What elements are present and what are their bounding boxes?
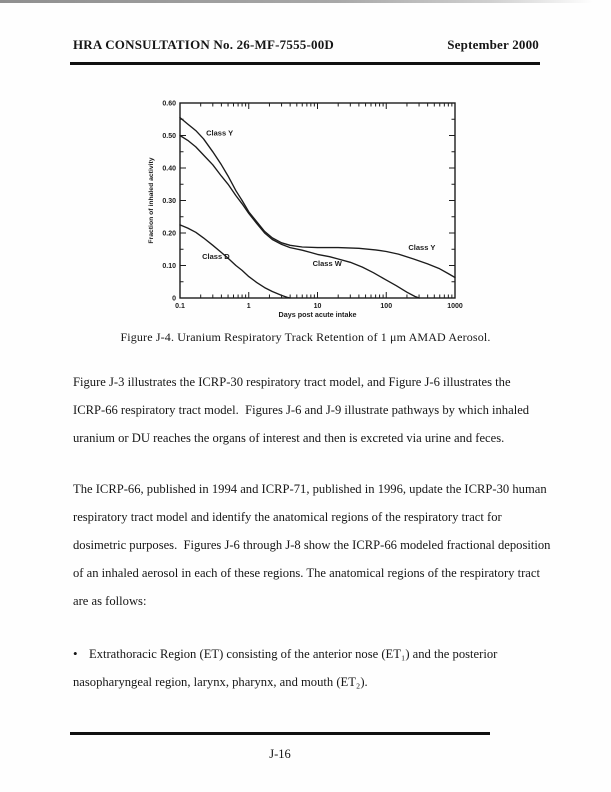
y-tick-label: 0.50 xyxy=(162,133,176,140)
text-line: dosimetric purposes. Figures J-6 through J-8 show the ICRP-66 modeled fractional deposition xyxy=(73,538,551,552)
curve-label: Class Y xyxy=(408,243,436,253)
text-line xyxy=(73,640,555,668)
scan-artifact-line xyxy=(0,0,611,3)
figure-j4 xyxy=(145,95,475,335)
text-line: are as follows: xyxy=(73,594,147,608)
header-report-number: HRA CONSULTATION No. 26-MF-7555-00D xyxy=(73,37,334,52)
header-rule xyxy=(70,62,540,65)
y-tick-label: 0.20 xyxy=(162,230,176,238)
text-line: The ICRP-66, published in 1994 and ICRP-71, published in 1996, update the ICRP-30 human xyxy=(73,482,547,496)
bullet-item xyxy=(73,640,555,696)
y-axis-title: Fraction of inhaled activity xyxy=(148,157,155,244)
x-tick-label: 1000 xyxy=(447,303,463,310)
curve-class-d xyxy=(180,225,290,298)
curve-label: Class Y xyxy=(206,128,234,138)
x-tick-label: 10 xyxy=(313,303,322,310)
paragraph-1 xyxy=(73,368,555,452)
retention-chart xyxy=(145,95,475,335)
page-footer xyxy=(70,744,490,764)
text-line: Figure J-3 illustrates the ICRP-30 respiratory tract model, and Figure J-6 illustrates the xyxy=(73,375,511,389)
text-line: respiratory tract model and identify the anatomical regions of the respiratory tract for xyxy=(73,510,502,524)
text-line: nasopharyngeal region, larynx, pharynx, and mouth (ET₂). xyxy=(73,675,368,689)
bullet-text: Extrathoracic Region (ET) consisting of the anterior nose (ET₁) and the posterior xyxy=(89,647,498,661)
y-tick-label: 0.30 xyxy=(162,198,176,205)
y-tick-label: 0.40 xyxy=(162,165,176,173)
y-tick-label: 0.60 xyxy=(162,100,176,108)
x-tick-label: 1 xyxy=(246,303,251,310)
page-number: J-16 xyxy=(269,747,291,761)
curve-label: Class D xyxy=(202,252,230,261)
curve-label: Class W xyxy=(312,259,342,269)
text-line: ICRP-66 respiratory tract model. Figures J-6 and J-9 illustrate pathways by which inhaled xyxy=(73,403,530,417)
text-line: of an inhaled aerosol in each of these regions. The anatomical regions of the respiratory tract xyxy=(73,566,540,580)
page-header xyxy=(73,31,539,59)
x-tick-label: 100 xyxy=(380,303,393,310)
curve-class-w xyxy=(180,136,419,299)
header-date: September 2000 xyxy=(447,37,539,52)
x-tick-label: 0.1 xyxy=(175,303,185,310)
y-tick-label: 0 xyxy=(172,295,176,303)
paragraph-2 xyxy=(73,475,555,615)
x-axis-title: Days post acute intake xyxy=(278,310,357,319)
y-tick-label: 0.10 xyxy=(162,263,176,270)
text-line: uranium or DU reaches the organs of interest and then is excreted via urine and feces. xyxy=(73,431,505,445)
bullet-marker: • xyxy=(73,646,78,661)
figure-caption: Figure J-4. Uranium Respiratory Track Retention of 1 μm AMAD Aerosol. xyxy=(120,330,491,344)
footer-rule xyxy=(70,732,490,735)
